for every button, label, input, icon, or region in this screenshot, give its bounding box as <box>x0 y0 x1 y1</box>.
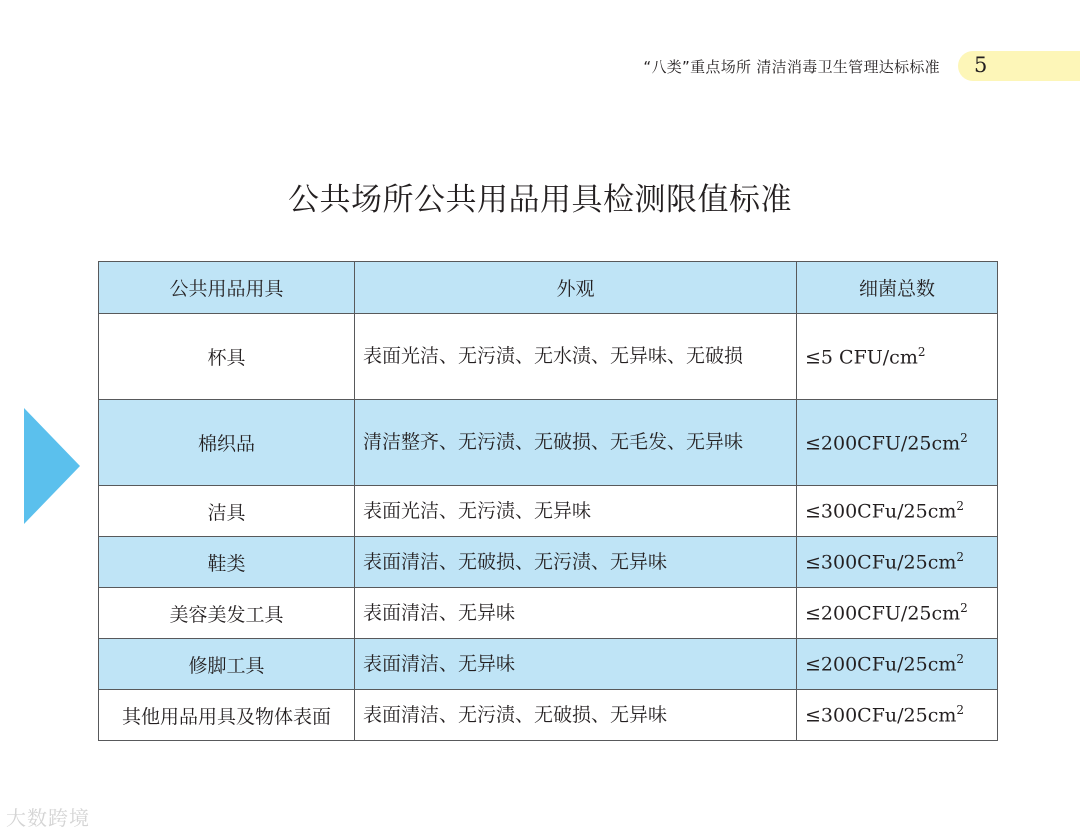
item-cell: 棉织品 <box>99 400 355 486</box>
table-row <box>99 314 998 400</box>
table-row <box>99 400 998 486</box>
table-row <box>99 588 998 639</box>
bacteria-limit-cell <box>797 486 998 537</box>
bacteria-limit-cell <box>797 400 998 486</box>
unit-exponent: 2 <box>956 550 965 565</box>
table-row <box>99 486 998 537</box>
column-header-item: 公共用品用具 <box>99 262 355 314</box>
appearance-cell: 表面清洁、无异味 <box>355 639 797 690</box>
unit-exponent: 2 <box>960 601 968 616</box>
bacteria-limit-value: ≤200CFU/25cm <box>805 602 961 625</box>
item-cell: 洁具 <box>99 486 355 537</box>
table-body <box>99 314 998 741</box>
unit-exponent: 2 <box>956 703 965 718</box>
watermark: 大数跨境 <box>6 806 90 830</box>
table-header-row <box>99 262 998 314</box>
bacteria-limit-value: ≤5 CFU/cm <box>805 346 918 369</box>
unit-exponent: 2 <box>956 652 965 667</box>
bacteria-limit-cell <box>797 639 998 690</box>
page-number-tab <box>958 51 1080 81</box>
page-number: 5 <box>974 53 988 77</box>
table-row <box>99 537 998 588</box>
appearance-cell: 表面清洁、无污渍、无破损、无异味 <box>355 690 797 741</box>
appearance-cell: 表面光洁、无污渍、无异味 <box>355 486 797 537</box>
table-row <box>99 639 998 690</box>
unit-exponent: 2 <box>956 499 965 514</box>
bacteria-limit-cell <box>797 690 998 741</box>
bacteria-limit-value: ≤300CFu/25cm <box>805 704 957 727</box>
item-cell: 其他用品用具及物体表面 <box>99 690 355 741</box>
limits-table <box>98 261 998 741</box>
item-cell: 修脚工具 <box>99 639 355 690</box>
appearance-cell: 清洁整齐、无污渍、无破损、无毛发、无异味 <box>355 400 797 486</box>
appearance-cell: 表面清洁、无破损、无污渍、无异味 <box>355 537 797 588</box>
unit-exponent: 2 <box>960 430 968 445</box>
bacteria-limit-value: ≤300CFu/25cm <box>805 551 957 574</box>
column-header-appearance: 外观 <box>355 262 797 314</box>
play-arrow-icon <box>24 408 80 524</box>
bacteria-limit-cell <box>797 588 998 639</box>
item-cell: 鞋类 <box>99 537 355 588</box>
item-cell: 美容美发工具 <box>99 588 355 639</box>
column-header-bacteria: 细菌总数 <box>797 262 998 314</box>
running-header: “八类”重点场所 清洁消毒卫生管理达标标准 <box>643 58 940 76</box>
appearance-cell: 表面清洁、无异味 <box>355 588 797 639</box>
unit-exponent: 2 <box>917 344 926 359</box>
bacteria-limit-cell <box>797 314 998 400</box>
bacteria-limit-cell <box>797 537 998 588</box>
appearance-cell: 表面光洁、无污渍、无水渍、无异味、无破损 <box>355 314 797 400</box>
bacteria-limit-value: ≤300CFu/25cm <box>805 500 957 523</box>
page-title: 公共场所公共用品用具检测限值标准 <box>288 182 792 218</box>
bacteria-limit-value: ≤200CFU/25cm <box>805 432 961 455</box>
bacteria-limit-value: ≤200CFu/25cm <box>805 653 957 676</box>
table-row <box>99 690 998 741</box>
item-cell: 杯具 <box>99 314 355 400</box>
